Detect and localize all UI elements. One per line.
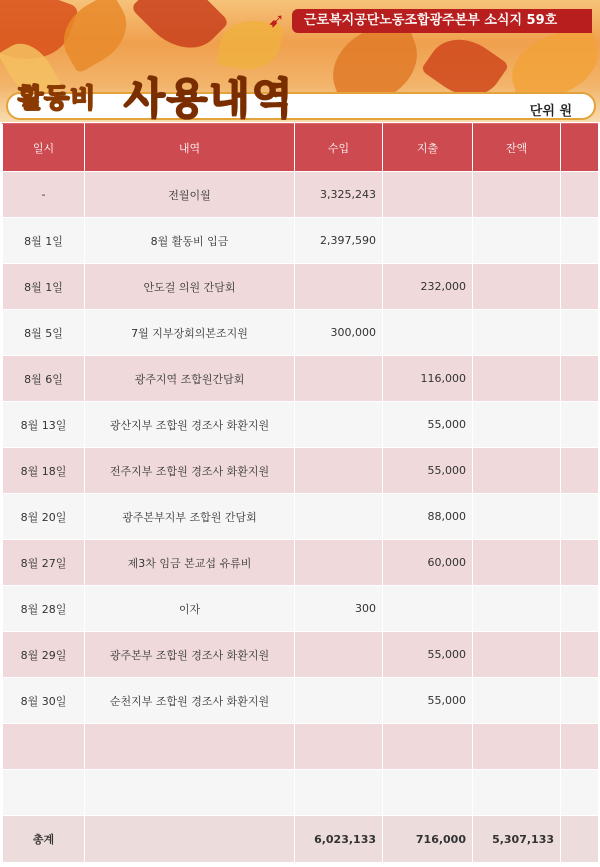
cell-extra <box>561 678 599 724</box>
cell-expense <box>383 724 473 770</box>
cell-balance <box>473 494 561 540</box>
cell-extra <box>561 448 599 494</box>
cell-income <box>295 448 383 494</box>
table-row <box>3 310 599 356</box>
cell-income <box>295 632 383 678</box>
cell-date: 8월 13일 <box>3 402 85 448</box>
col-header-expense: 지출 <box>383 124 473 172</box>
title-small: 활동비 <box>18 84 97 114</box>
cell-income <box>295 678 383 724</box>
publication-banner: 근로복지공단노동조합광주본부 소식지 59호 <box>292 9 592 33</box>
cell-desc: 광산지부 조합원 경조사 화환지원 <box>85 402 295 448</box>
cell-income <box>295 356 383 402</box>
cell-date <box>3 724 85 770</box>
cell-balance <box>473 448 561 494</box>
cell-desc <box>85 816 295 863</box>
total-balance: 5,307,133 <box>473 816 561 863</box>
cell-extra <box>561 310 599 356</box>
cell-balance <box>473 632 561 678</box>
table-row <box>3 264 599 310</box>
cell-date: 8월 1일 <box>3 218 85 264</box>
cell-income <box>295 770 383 816</box>
col-header-balance: 잔액 <box>473 124 561 172</box>
table-row <box>3 494 599 540</box>
cell-desc: 광주본부 조합원 경조사 화환지원 <box>85 632 295 678</box>
table-row <box>3 540 599 586</box>
cell-extra <box>561 494 599 540</box>
cell-expense <box>383 586 473 632</box>
cell-balance <box>473 678 561 724</box>
cell-income: 300,000 <box>295 310 383 356</box>
cell-desc <box>85 770 295 816</box>
table-row <box>3 632 599 678</box>
total-label: 총계 <box>3 816 85 863</box>
expense-table <box>2 123 599 863</box>
total-row <box>3 816 599 863</box>
cell-balance <box>473 586 561 632</box>
col-header-income: 수입 <box>295 124 383 172</box>
cell-extra <box>561 402 599 448</box>
cell-extra <box>561 632 599 678</box>
bird-logo-icon: ➹ <box>268 8 285 32</box>
cell-expense: 116,000 <box>383 356 473 402</box>
cell-extra <box>561 172 599 218</box>
cell-balance <box>473 770 561 816</box>
cell-date: 8월 18일 <box>3 448 85 494</box>
cell-balance <box>473 540 561 586</box>
cell-extra <box>561 356 599 402</box>
cell-income: 300 <box>295 586 383 632</box>
cell-desc: 7월 지부장회의본조지원 <box>85 310 295 356</box>
cell-date: 8월 30일 <box>3 678 85 724</box>
cell-date: 8월 6일 <box>3 356 85 402</box>
table-row <box>3 172 599 218</box>
cell-income: 2,397,590 <box>295 218 383 264</box>
cell-income <box>295 264 383 310</box>
cell-desc: 안도걸 의원 간담회 <box>85 264 295 310</box>
cell-expense: 55,000 <box>383 678 473 724</box>
cell-expense: 55,000 <box>383 448 473 494</box>
page-title: 사용내역 <box>124 74 295 123</box>
cell-expense: 232,000 <box>383 264 473 310</box>
cell-expense: 88,000 <box>383 494 473 540</box>
table-row <box>3 724 599 770</box>
cell-expense <box>383 218 473 264</box>
total-income: 6,023,133 <box>295 816 383 863</box>
cell-balance <box>473 218 561 264</box>
cell-desc: 전월이월 <box>85 172 295 218</box>
table-row <box>3 448 599 494</box>
cell-expense <box>383 172 473 218</box>
cell-desc <box>85 724 295 770</box>
total-expense: 716,000 <box>383 816 473 863</box>
table-row <box>3 586 599 632</box>
cell-balance <box>473 356 561 402</box>
cell-date: - <box>3 172 85 218</box>
cell-desc: 8월 활동비 입금 <box>85 218 295 264</box>
col-header-desc: 내역 <box>85 124 295 172</box>
table-row <box>3 218 599 264</box>
cell-income <box>295 540 383 586</box>
cell-extra <box>561 816 599 863</box>
cell-balance <box>473 310 561 356</box>
cell-extra <box>561 724 599 770</box>
cell-desc: 제3차 임금 본교섭 유류비 <box>85 540 295 586</box>
cell-expense <box>383 310 473 356</box>
cell-date: 8월 5일 <box>3 310 85 356</box>
cell-desc: 광주본부지부 조합원 간담회 <box>85 494 295 540</box>
cell-expense: 55,000 <box>383 632 473 678</box>
cell-desc: 이자 <box>85 586 295 632</box>
cell-income <box>295 494 383 540</box>
unit-label: 단위 원 <box>529 104 572 119</box>
table-row <box>3 356 599 402</box>
cell-extra <box>561 540 599 586</box>
cell-balance <box>473 172 561 218</box>
cell-income <box>295 402 383 448</box>
cell-date: 8월 1일 <box>3 264 85 310</box>
cell-desc: 순천지부 조합원 경조사 화환지원 <box>85 678 295 724</box>
cell-balance <box>473 264 561 310</box>
cell-date: 8월 28일 <box>3 586 85 632</box>
cell-extra <box>561 264 599 310</box>
cell-date <box>3 770 85 816</box>
cell-balance <box>473 402 561 448</box>
cell-date: 8월 27일 <box>3 540 85 586</box>
cell-extra <box>561 770 599 816</box>
cell-expense: 60,000 <box>383 540 473 586</box>
cell-income <box>295 724 383 770</box>
table-row <box>3 770 599 816</box>
cell-expense <box>383 770 473 816</box>
table-row <box>3 402 599 448</box>
cell-expense: 55,000 <box>383 402 473 448</box>
cell-date: 8월 29일 <box>3 632 85 678</box>
cell-extra <box>561 586 599 632</box>
cell-date: 8월 20일 <box>3 494 85 540</box>
cell-desc: 광주지역 조합원간담회 <box>85 356 295 402</box>
table-row <box>3 678 599 724</box>
col-header-date: 일시 <box>3 124 85 172</box>
cell-desc: 전주지부 조합원 경조사 화환지원 <box>85 448 295 494</box>
col-header-extra <box>561 124 599 172</box>
table-header-row <box>3 124 599 172</box>
cell-extra <box>561 218 599 264</box>
cell-income: 3,325,243 <box>295 172 383 218</box>
cell-balance <box>473 724 561 770</box>
